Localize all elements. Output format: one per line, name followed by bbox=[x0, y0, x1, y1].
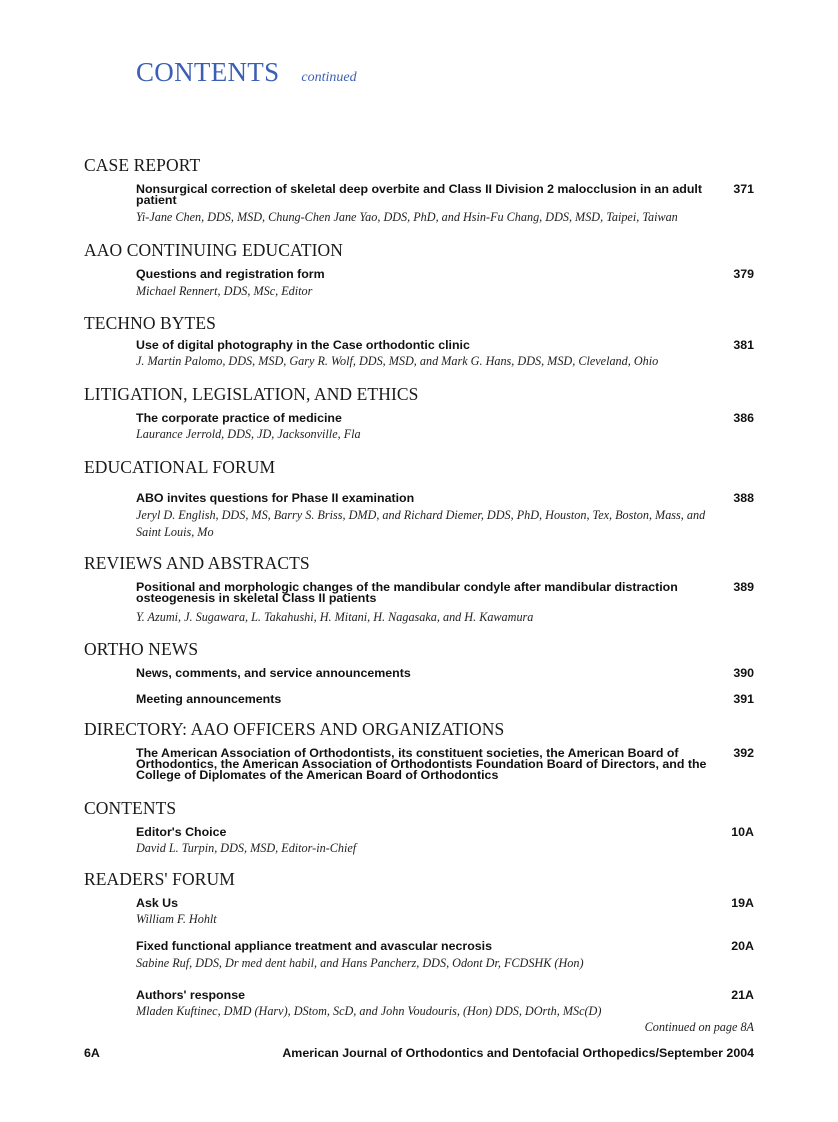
footer-journal-title: American Journal of Orthodontics and Dentofacial Orthopedics/September 2004 bbox=[282, 1046, 754, 1060]
section-heading-litigation-legislation-ethics: LITIGATION, LEGISLATION, AND ETHICS bbox=[84, 384, 419, 404]
entry-title[interactable]: Meeting announcements bbox=[136, 692, 282, 706]
entry-authors: William F. Hohlt bbox=[136, 912, 217, 926]
entry-title[interactable]: ABO invites questions for Phase II examination bbox=[136, 491, 415, 505]
footer-page-number: 6A bbox=[84, 1046, 100, 1060]
entry-title[interactable]: The American Association of Orthodontists, its constituent societies, the American Board of Orthodontics, the American Association of Orthodontists Foundation Board of Directors, and the College of Diplomates of the American Board of Orthodontics bbox=[136, 746, 707, 782]
section-heading-case-report: CASE REPORT bbox=[84, 155, 201, 175]
entry-title[interactable]: Editor's Choice bbox=[136, 825, 227, 839]
entry-authors: Laurance Jerrold, DDS, JD, Jacksonville, Fla bbox=[136, 427, 361, 441]
page-subtitle: continued bbox=[301, 70, 357, 85]
entry-authors: Jeryl D. English, DDS, MS, Barry S. Briss, DMD, and Richard Diemer, DDS, PhD, Houston, Tex, Boston, Mass, and Saint Louis, Mo bbox=[136, 508, 706, 539]
entry-authors: David L. Turpin, DDS, MSD, Editor-in-Chief bbox=[136, 841, 357, 855]
entry-title[interactable]: Authors' response bbox=[136, 988, 245, 1002]
section-heading-techno-bytes: TECHNO BYTES bbox=[84, 313, 216, 333]
page-title: CONTENTS bbox=[136, 57, 280, 87]
entry-authors: Yi-Jane Chen, DDS, MSD, Chung-Chen Jane Yao, DDS, PhD, and Hsin-Fu Chang, DDS, MSD, Taipei, Taiwan bbox=[136, 210, 678, 224]
entry-title[interactable]: Use of digital photography in the Case orthodontic clinic bbox=[136, 338, 470, 352]
entry-page-number[interactable]: 10A bbox=[731, 825, 754, 839]
page-header bbox=[136, 57, 357, 88]
entry-page-number[interactable]: 21A bbox=[731, 988, 754, 1002]
entry-title[interactable]: Ask Us bbox=[136, 896, 179, 910]
section-heading-educational-forum: EDUCATIONAL FORUM bbox=[84, 457, 276, 477]
entry-page-number[interactable]: 391 bbox=[733, 692, 754, 706]
entry-authors: J. Martin Palomo, DDS, MSD, Gary R. Wolf, DDS, MSD, and Mark G. Hans, DDS, MSD, Cleveland, Ohio bbox=[136, 354, 659, 368]
entry-page-number[interactable]: 390 bbox=[733, 666, 754, 680]
section-heading-readers-forum: READERS' FORUM bbox=[84, 869, 235, 889]
entry-page-number[interactable]: 386 bbox=[733, 411, 754, 425]
section-heading-aao-continuing-education: AAO CONTINUING EDUCATION bbox=[84, 240, 344, 260]
entry-page-number[interactable]: 379 bbox=[733, 267, 754, 281]
entry-authors: Y. Azumi, J. Sugawara, L. Takahushi, H. Mitani, H. Nagasaka, and H. Kawamura bbox=[136, 610, 534, 624]
entry-title[interactable]: News, comments, and service announcements bbox=[136, 666, 411, 680]
entry-page-number[interactable]: 392 bbox=[733, 746, 754, 760]
entry-page-number[interactable]: 381 bbox=[733, 338, 754, 352]
entry-authors: Michael Rennert, DDS, MSc, Editor bbox=[136, 284, 313, 298]
section-heading-directory: DIRECTORY: AAO OFFICERS AND ORGANIZATIONS bbox=[84, 719, 505, 739]
section-heading-ortho-news: ORTHO NEWS bbox=[84, 639, 199, 659]
entry-title[interactable]: Nonsurgical correction of skeletal deep overbite and Class II Division 2 malocclusion in an adult patient bbox=[136, 182, 702, 207]
entry-page-number[interactable]: 20A bbox=[731, 939, 754, 953]
entry-page-number[interactable]: 388 bbox=[733, 491, 754, 505]
entry-title[interactable]: Positional and morphologic changes of the mandibular condyle after mandibular distraction osteogenesis in skeletal Class II patients bbox=[136, 580, 678, 605]
entry-page-number[interactable]: 19A bbox=[731, 896, 754, 910]
entry-title[interactable]: Questions and registration form bbox=[136, 267, 325, 281]
entry-page-number[interactable]: 371 bbox=[733, 182, 754, 196]
entry-title[interactable]: The corporate practice of medicine bbox=[136, 411, 342, 425]
entry-authors: Sabine Ruf, DDS, Dr med dent habil, and Hans Pancherz, DDS, Odont Dr, FCDSHK (Hon) bbox=[136, 956, 584, 970]
section-heading-contents: CONTENTS bbox=[84, 798, 177, 818]
continued-note: Continued on page 8A bbox=[644, 1020, 754, 1034]
section-heading-reviews-and-abstracts: REVIEWS AND ABSTRACTS bbox=[84, 553, 310, 573]
entry-authors: Mladen Kuftinec, DMD (Harv), DStom, ScD, and John Voudouris, (Hon) DDS, DOrth, MSc(D) bbox=[136, 1004, 602, 1018]
entry-title[interactable]: Fixed functional appliance treatment and avascular necrosis bbox=[136, 939, 493, 953]
entry-page-number[interactable]: 389 bbox=[733, 580, 754, 594]
